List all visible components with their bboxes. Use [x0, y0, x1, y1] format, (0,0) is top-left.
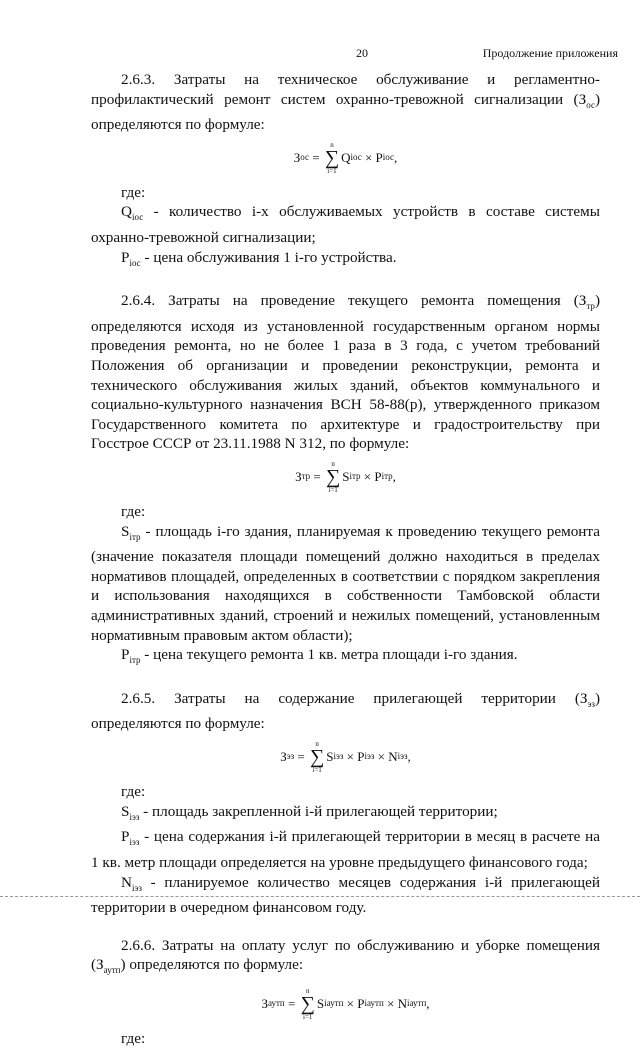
- where-label: где:: [121, 1029, 146, 1047]
- definition-item: $P_{iтр}$ - цена текущего ремонта 1 кв. метра площади i-го здания.: [121, 646, 518, 666]
- page-header: [0, 46, 640, 66]
- definition-item: $Q_{iос}$ - количество i-х обслуживаемых устройств в составе системы охранно-тревожной сигнализации;: [91, 203, 600, 247]
- formula-2-6-3: З ос = n ∑ i=1 Q iос × P iос ,: [293, 140, 398, 175]
- definition-item: $S_{iтр}$ - площадь i-го здания, планируемая к проведению текущего ремонта (значение показателя площади помещений должно находиться в пределах нормативов площадей, определенных в соответствии с порядком закрепления и использования находящихся в собственности Тамбовской области административных зданий, строений и нежилых помещений, установленным нормативным правовым актом области);: [91, 522, 600, 644]
- definition-item: $N_{iэз}$ - планируемое количество месяцев содержания i-й прилегающей территории в очередном финансовом году.: [91, 873, 600, 917]
- definition-item: $S_{iэз}$ - площадь закрепленной i-й прилегающей территории;: [121, 802, 498, 822]
- header-title: Продолжение приложения: [482, 46, 618, 60]
- scan-edge-divider: [0, 896, 640, 897]
- sum-symbol: n ∑ i=1: [324, 140, 340, 175]
- definition-item: $P_{iэз}$ - цена содержания i-й прилегающей территории в месяц в расчете на 1 кв. метр площади определяется на уровне предыдущего финансового года;: [91, 828, 600, 871]
- sum-symbol: n ∑ i=1: [309, 740, 325, 775]
- where-label: где:: [121, 503, 146, 521]
- sum-symbol: n ∑ i=1: [325, 460, 341, 495]
- where-label: где:: [121, 183, 146, 201]
- formula-2-6-4: З тр = n ∑ i=1 S iтр × P iтр ,: [295, 460, 396, 495]
- section-2-6-3-intro: 2.6.3. Затраты на техническое обслуживание и регламентно-профилактический ремонт систем охранно-тревожной сигнализации $(З_{ос})$ определяются по формуле:: [91, 71, 600, 134]
- formula-2-6-6: З аутп = n ∑ i=1 S iаутп × P iаутп × N iаутп ,: [261, 986, 430, 1021]
- formula-2-6-5: З эз = n ∑ i=1 S iэз × P iэз × N iэз ,: [280, 740, 411, 775]
- sum-symbol: n ∑ i=1: [300, 986, 315, 1021]
- page-number: 20: [356, 46, 368, 60]
- definition-item: $P_{iос}$ - цена обслуживания 1 i-го устройства.: [121, 248, 397, 268]
- section-2-6-6-intro: 2.6.6. Затраты на оплату услуг по обслуживанию и уборке помещения $(З_{аутп})$ определяются по формуле:: [91, 936, 600, 976]
- where-label: где:: [121, 783, 146, 801]
- section-2-6-4-intro: 2.6.4. Затраты на проведение текущего ремонта помещения $(З_{тр})$ определяются исходя из установленной государственным органом нормы проведения ремонта, но не более 1 раза в 3 года, с учетом требований Положения об организации и проведении реконструкции, ремонта и технического обслуживания жилых зданий, объектов коммунального и социально-культурного назначения ВСН 58-88(р), утвержденного приказом Государственного комитета по архитектуре и градостроительству при Госстрое СССР от 23.11.1988 N 312, по формуле:: [91, 292, 600, 453]
- section-2-6-5-intro: 2.6.5. Затраты на содержание прилегающей территории $(З_{эз})$ определяются по формуле:: [91, 689, 600, 733]
- document-body: [91, 70, 600, 1049]
